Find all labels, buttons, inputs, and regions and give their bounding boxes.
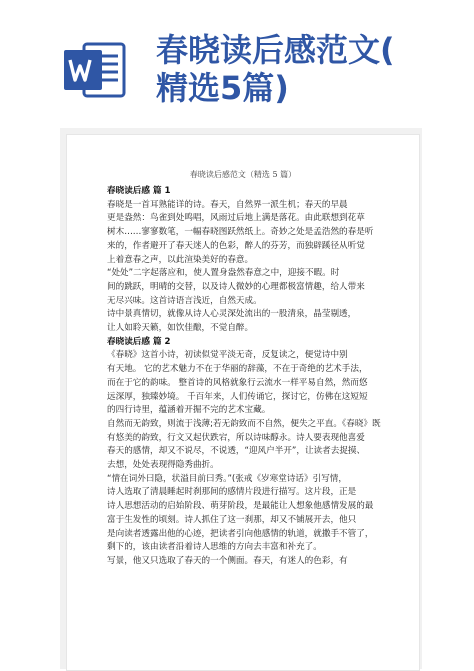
text-line: 自然而无韵致，则流于浅薄;若无韵致而不自然，便失之平直。《春晓》既 <box>107 418 381 429</box>
text-line: 剩下的，该由读者沿着诗人思维的方向去丰富和补充了。 <box>107 542 322 553</box>
text-line: 《春晓》这首小诗，初读似觉平淡无奇，反复读之，便觉诗中别 <box>107 350 348 361</box>
text-line: “处处”二字起落应和，使人置身盎然春意之中，迎接不暇。时 <box>107 268 340 279</box>
text-line: 有天地。 它的艺术魅力不在于华丽的辞藻，不在于奇绝的艺术手法， <box>107 364 368 375</box>
text-line: 有悠美的韵致，行文又起伏跌宕，所以诗味醇永。诗人要表现他喜爱 <box>107 432 365 443</box>
text-line: 诗中景真情切，就像从诗人心灵深处流出的一股清泉，晶莹剔透， <box>107 309 357 320</box>
text-line: 是向读者透露出他的心迹，把读者引向他感情的轨道，就撒手不管了， <box>107 528 374 539</box>
section-heading: 春晓读后感 篇 2 <box>107 336 171 347</box>
text-line: 的四行诗里，蕴涵着开掘不完的艺术宝藏。 <box>107 405 271 416</box>
document-title-line1: 春晓读后感范文( <box>156 31 395 69</box>
text-line: 诗人选取了清晨睡起时刹那间的感情片段进行描写。这片段，正是 <box>107 487 357 498</box>
text-line: 树木……寥寥数笔，一幅春晓图跃然纸上。奇妙之处是孟浩然的春是听 <box>107 227 374 238</box>
document-page <box>66 134 420 671</box>
text-line: 春天的感情，却又不说尽，不说透，“迎风户半开”，让读者去捉摸、 <box>107 446 366 457</box>
text-line: 上着意春之声，以此渲染美好的春意。 <box>107 254 254 265</box>
text-line: 春晓是一首耳熟能详的诗。春天，自然界一派生机；春天的早晨 <box>107 199 348 210</box>
text-line: 让人如聆天籁，如饮佳酿，不觉自醉。 <box>107 323 254 334</box>
text-line: 去想，处处表现得隐秀曲折。 <box>107 460 219 471</box>
running-title: 春晓读后感范文（精选 5 篇） <box>189 170 297 179</box>
text-line: 而在于它的韵味。 整首诗的风格就象行云流水一样平易自然，然而悠 <box>107 377 368 388</box>
text-line: 诗人思想活动的启始阶段、萌芽阶段，是最能让人想象他感情发展的最 <box>107 501 374 512</box>
text-line: 间的跳跃，明晴的交替，以及诗人微妙的心理都极富情趣，给人带来 <box>107 281 365 292</box>
preview-header <box>0 0 474 128</box>
section-heading: 春晓读后感 篇 1 <box>107 186 171 196</box>
text-line: 无尽兴味。这首诗语言浅近，自然天成。 <box>107 295 262 306</box>
text-line: “情在词外曰隐，状溢目前曰秀。”(张戒《岁寒堂诗话》引写情， <box>107 473 347 484</box>
text-line: 远深厚，独臻妙境。 千百年来，人们传诵它，探讨它，仿佛在这短短 <box>107 391 368 402</box>
document-title-line2: 精选5篇) <box>156 69 289 107</box>
text-line: 更是盎然：鸟雀到处鸣唱，风雨过后地上满是落花。由此联想到花草 <box>107 213 365 224</box>
text-line: 写景，他又只选取了春天的一个侧面。春天，有迷人的色彩，有 <box>107 555 348 566</box>
text-line: 富于生发性的顷刻。诗人抓住了这一刹那，却又不铺展开去，他只 <box>107 514 357 525</box>
document-body <box>107 185 397 569</box>
text-line: 来的，作者避开了春天迷人的色彩，醉人的芬芳，而独辟蹊径从听觉 <box>107 240 365 251</box>
word-document-icon <box>62 38 126 102</box>
